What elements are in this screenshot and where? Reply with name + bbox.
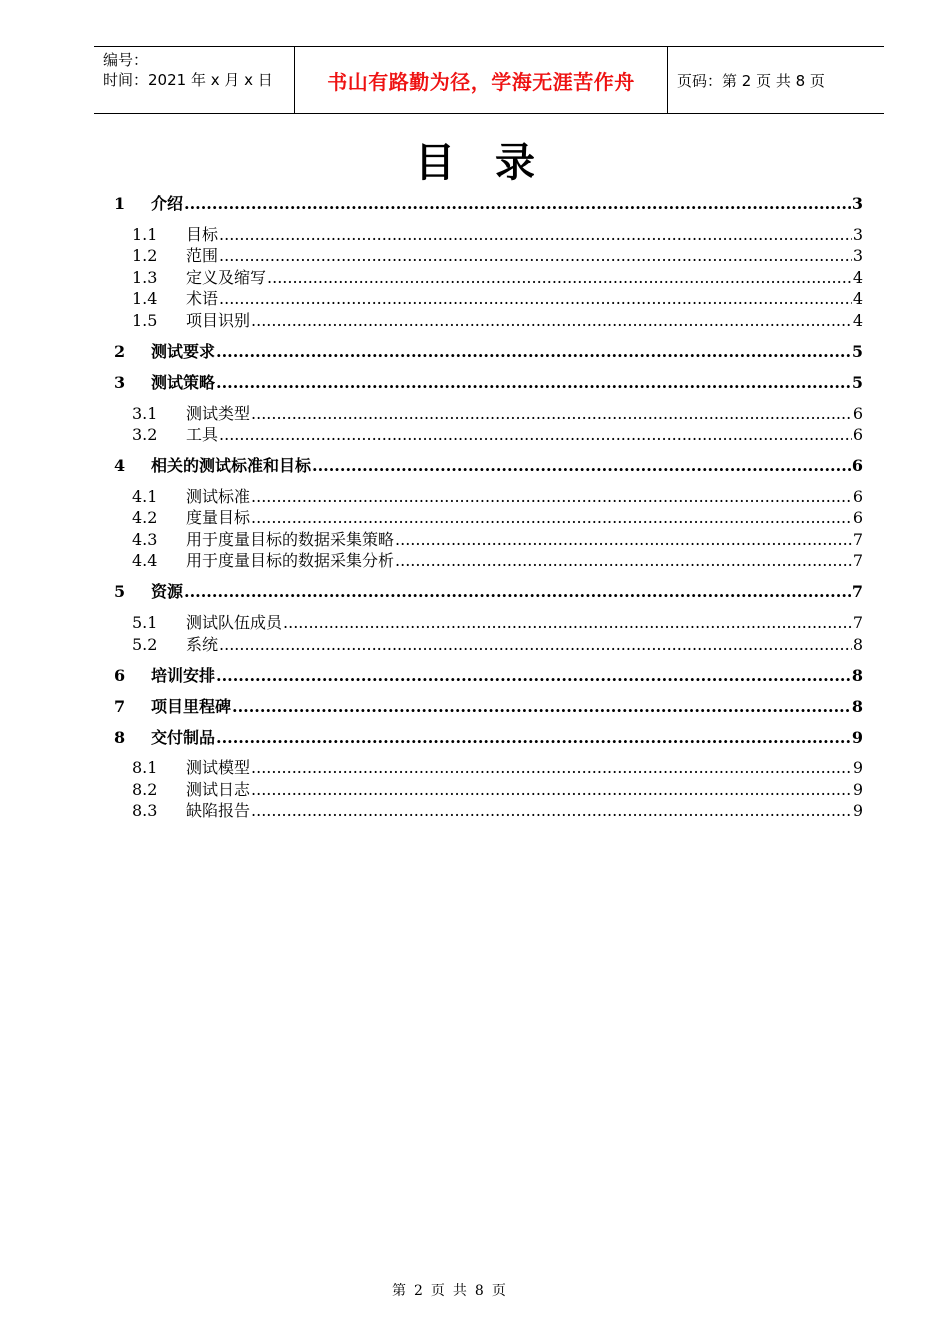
toc-entry[interactable]: [94, 728, 863, 748]
toc-entry-page: 3: [851, 194, 863, 213]
toc-dot-leader: [251, 508, 852, 528]
toc-dot-leader: [251, 404, 852, 424]
toc-entry-page: 6: [852, 487, 863, 506]
toc-entry-page: 8: [851, 697, 863, 716]
toc-dot-leader: [219, 225, 852, 245]
document-time-label: 时间：2021 年 x 月 x 日: [103, 71, 273, 89]
toc-entry-number: 4.3: [132, 530, 158, 549]
toc-entry-page: 7: [852, 551, 863, 570]
toc-dot-leader: [251, 758, 852, 778]
toc-title: 目录: [415, 139, 575, 186]
toc-entry[interactable]: [94, 194, 863, 214]
toc-entry[interactable]: [94, 404, 863, 424]
toc-entry[interactable]: [94, 758, 863, 778]
toc-entry-label: 范围: [186, 246, 219, 265]
toc-entry[interactable]: [94, 225, 863, 245]
toc-dot-leader: [251, 487, 852, 507]
toc-entry-number: 8.3: [132, 801, 158, 820]
toc-dot-leader: [216, 666, 851, 686]
toc-dot-leader: [395, 551, 852, 571]
toc-entry-label: 术语: [186, 289, 219, 308]
toc-entry-page: 6: [852, 508, 863, 527]
header-motto-cell: [295, 47, 668, 113]
toc-dot-leader: [251, 801, 852, 821]
toc-entry[interactable]: [94, 342, 863, 362]
toc-entry-number: 3: [114, 373, 126, 392]
toc-entry-number: 6: [114, 666, 126, 685]
document-code-label: 编号：: [103, 51, 149, 69]
page-header: [94, 46, 884, 114]
toc-entry-label: 测试日志: [186, 780, 251, 799]
toc-entry-label: 测试策略: [151, 373, 216, 392]
toc-dot-leader: [283, 613, 852, 633]
toc-entry-number: 1.3: [132, 268, 158, 287]
toc-entry-number: 4.1: [132, 487, 158, 506]
toc-entry-label: 交付制品: [151, 728, 216, 747]
toc-dot-leader: [219, 425, 852, 445]
toc-dot-leader: [312, 456, 851, 476]
toc-entry-number: 4.4: [132, 551, 158, 570]
toc-entry[interactable]: [94, 613, 863, 633]
toc-entry-page: 5: [851, 373, 863, 392]
toc-entry-page: 3: [852, 246, 863, 265]
toc-entry-number: 4.2: [132, 508, 158, 527]
toc-dot-leader: [219, 635, 852, 655]
header-page-cell: [668, 47, 884, 113]
toc-entry-label: 系统: [186, 635, 219, 654]
toc-entry[interactable]: [94, 246, 863, 266]
toc-entry[interactable]: [94, 780, 863, 800]
toc-entry-label: 介绍: [151, 194, 184, 213]
toc-entry[interactable]: [94, 551, 863, 571]
toc-entry-page: 9: [852, 758, 863, 777]
toc-entry[interactable]: [94, 666, 863, 686]
toc-entry-page: 5: [851, 342, 863, 361]
toc-entry-number: 5.1: [132, 613, 158, 632]
toc-entry[interactable]: [94, 487, 863, 507]
toc-entry-number: 3.2: [132, 425, 158, 444]
toc-dot-leader: [216, 728, 851, 748]
toc-dot-leader: [395, 530, 852, 550]
toc-entry-label: 测试要求: [151, 342, 216, 361]
toc-entry-label: 定义及缩写: [186, 268, 267, 287]
toc-entry-page: 4: [852, 268, 863, 287]
header-page-info: 页码：第 2 页 共 8 页: [677, 71, 825, 90]
toc-entry[interactable]: [94, 311, 863, 331]
toc-entry-number: 7: [114, 697, 126, 716]
page-footer: [0, 1280, 950, 1300]
toc-entry-page: 3: [852, 225, 863, 244]
footer-word: 第: [392, 1283, 406, 1299]
toc-dot-leader: [216, 373, 851, 393]
toc-entry-page: 7: [851, 582, 863, 601]
footer-page-number: 2: [414, 1283, 423, 1299]
toc-entry[interactable]: [94, 373, 863, 393]
toc-entry-label: 相关的测试标准和目标: [151, 456, 312, 475]
header-motto: 书山有路勤为径，学海无涯苦作舟: [327, 69, 635, 94]
toc-entry-number: 1.4: [132, 289, 158, 308]
footer-word: 共: [452, 1283, 467, 1299]
toc-entry-number: 1: [114, 194, 126, 213]
toc-entry[interactable]: [94, 508, 863, 528]
toc-dot-leader: [267, 268, 852, 288]
toc-entry-label: 培训安排: [151, 666, 216, 685]
toc-dot-leader: [219, 289, 852, 309]
toc-entry-number: 5.2: [132, 635, 158, 654]
toc-entry[interactable]: [94, 697, 863, 717]
toc-entry-page: 9: [852, 780, 863, 799]
toc-entry[interactable]: [94, 530, 863, 550]
toc-entry-label: 项目里程碑: [151, 697, 232, 716]
toc-dot-leader: [251, 311, 852, 331]
toc-entry-label: 用于度量目标的数据采集分析: [186, 551, 395, 570]
toc-entry-label: 缺陷报告: [186, 801, 251, 820]
toc-entry-label: 用于度量目标的数据采集策略: [186, 530, 395, 549]
toc-entry-number: 8: [114, 728, 126, 747]
toc-entry-label: 测试类型: [186, 404, 251, 423]
toc-dot-leader: [232, 697, 851, 717]
toc-entry-label: 测试模型: [186, 758, 251, 777]
toc-entry-page: 6: [852, 425, 863, 444]
toc-entry[interactable]: [94, 268, 863, 288]
toc-dot-leader: [184, 194, 851, 214]
toc-entry-label: 目标: [186, 225, 219, 244]
toc-entry-number: 1.1: [132, 225, 158, 244]
toc-entry-page: 9: [851, 728, 863, 747]
toc-entry-number: 3.1: [132, 404, 158, 423]
toc-entry-page: 8: [851, 666, 863, 685]
toc-entry-number: 8.2: [132, 780, 158, 799]
header-meta-cell: [94, 47, 295, 113]
footer-word: 页: [491, 1283, 506, 1299]
toc-entry-number: 8.1: [132, 758, 158, 777]
toc-dot-leader: [251, 780, 852, 800]
toc-entry-page: 7: [852, 613, 863, 632]
toc-entry[interactable]: [94, 289, 863, 309]
toc-dot-leader: [219, 246, 852, 266]
toc-entry-label: 测试队伍成员: [186, 613, 283, 632]
toc-dot-leader: [184, 582, 851, 602]
footer-total-pages: 8: [474, 1283, 484, 1299]
toc-entry-page: 4: [852, 311, 863, 330]
toc-entry-number: 5: [114, 582, 126, 601]
toc-entry[interactable]: [94, 425, 863, 445]
toc-entry-number: 1.2: [132, 246, 158, 265]
toc-entry-label: 测试标准: [186, 487, 251, 506]
toc-entry-page: 9: [852, 801, 863, 820]
toc-entry-label: 资源: [151, 582, 184, 601]
toc-entry-label: 度量目标: [186, 508, 251, 527]
toc-entry-label: 工具: [186, 425, 219, 444]
toc-entry-label: 项目识别: [186, 311, 251, 330]
toc-entry[interactable]: [94, 635, 863, 655]
toc-entry-number: 1.5: [132, 311, 158, 330]
toc-entry[interactable]: [94, 801, 863, 821]
toc-entry-number: 4: [114, 456, 126, 475]
toc-entry-page: 4: [852, 289, 863, 308]
footer-word: 页: [430, 1283, 445, 1299]
toc-dot-leader: [216, 342, 851, 362]
toc-entry-page: 6: [852, 404, 863, 423]
toc-entry[interactable]: [94, 456, 863, 476]
toc-entry-page: 6: [851, 456, 863, 475]
toc-entry-number: 2: [114, 342, 126, 361]
toc-entry[interactable]: [94, 582, 863, 602]
toc-entry-page: 8: [852, 635, 863, 654]
toc-entry-page: 7: [852, 530, 863, 549]
